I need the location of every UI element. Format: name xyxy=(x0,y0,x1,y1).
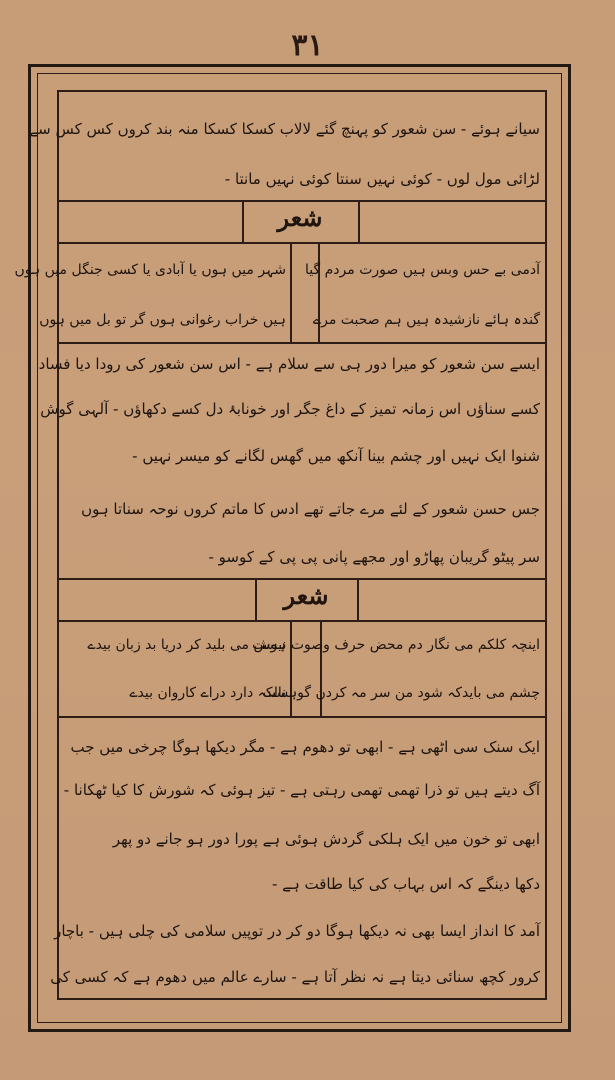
couplet-divider xyxy=(290,242,292,342)
divider-line xyxy=(57,242,545,244)
verse-line: ہیں خراب رغوانی ہوں گر تو بل میں ہوں xyxy=(39,312,286,328)
divider-line xyxy=(57,342,545,344)
text-line: دکھا دینگے کہ اس بہاب کی کیا طاقت ہے - xyxy=(271,875,540,893)
couplet-divider xyxy=(320,620,322,716)
verse-line: نالکہ دارد دراے کاروان بیدے xyxy=(129,685,286,701)
verse-line: شہر میں ہوں یا آبادی یا کسی جنگل میں ہوں xyxy=(14,262,286,278)
text-line: ایک سنک سی اٹھی ہے - ابھی تو دھوم ہے - مگر دیکھا ہوگا چرخی میں جب xyxy=(70,738,540,756)
text-line: ابھی تو خون میں ایک ہلکی گردش ہوئی ہے پورا دور ہو جانے دو پھر xyxy=(112,830,540,848)
divider-line xyxy=(57,200,545,202)
verse-heading: شعر xyxy=(283,581,329,610)
table-right-rule xyxy=(545,90,547,1000)
verse-line: چشم می بایدکہ شود من سر مہ کردن گوہست xyxy=(262,685,540,701)
table-bottom-rule xyxy=(57,998,547,1000)
text-line: کسے سناؤں اس زمانہ تمیز کے داغ جگر اور خونابۂ دل کسے دکھاؤں - آلہی گوش xyxy=(40,400,540,418)
text-line: سیانے ہوئے - سن شعور کو پہنچ گئے لالاب کسکا کسکا منہ بند کروں کس کس سے xyxy=(29,120,540,138)
text-line: جس حسن شعور کے لئے مرے جاتے تھے ادس کا ماتم کروں نوحہ سناتا ہوں xyxy=(81,500,540,518)
verse-line: آدمی بے حس وبس ہیں صورت مردم گیا xyxy=(305,262,540,278)
verse-heading: شعر xyxy=(277,203,323,232)
text-line: لڑائی مول لوں - کوئی نہیں سنتا کوئی نہیں مانتا - xyxy=(224,170,540,188)
text-line: آگ دیتے ہیں تو ذرا تھمی تھمی رہتی ہے - تیز ہوئی کہ شورش کا کیا ٹھکانا - xyxy=(63,781,540,799)
text-line: آمد کا انداز ایسا بھی نہ دیکھا ہوگا دو کر در توپیں سلامی کی چلی ہیں - باچار xyxy=(54,922,540,940)
text-line: شنوا ایک نہیں اور چشم بینا آنکھ میں گھس لگانے کو میسر نہیں - xyxy=(132,447,540,465)
table-left-rule xyxy=(57,90,59,1000)
divider-line xyxy=(57,620,545,622)
divider-line xyxy=(57,716,545,718)
verse-line: اینچہ کلکم می نگار دم محض حرف وصوت نیست xyxy=(252,637,540,653)
couplet-divider xyxy=(290,620,292,716)
verse-line: گندہ ہائے نازشیدہ ہیں ہم صحبت مرے xyxy=(312,312,540,328)
text-line: ایسے سن شعور کو میرا دور ہی سے سلام ہے - اس سن شعور کی رودا دیا فساد xyxy=(38,355,540,373)
heading-box-right xyxy=(358,200,360,242)
table-top-rule xyxy=(57,90,547,92)
text-line: کرور کچھ سنائی دیتا ہے نہ نظر آتا ہے - سارے عالم میں دھوم ہے کہ کسی کی xyxy=(50,968,540,986)
verse-line: ہوش می بلید کر دریا بد زبان بیدے xyxy=(87,637,286,653)
divider-line xyxy=(57,578,545,580)
text-line: سر پیٹو گریبان پھاڑو اور مجھے پانی پی پی کے کوسو - xyxy=(208,548,540,566)
page-number: ۳۱ xyxy=(291,28,324,63)
heading-box-right xyxy=(357,578,359,620)
